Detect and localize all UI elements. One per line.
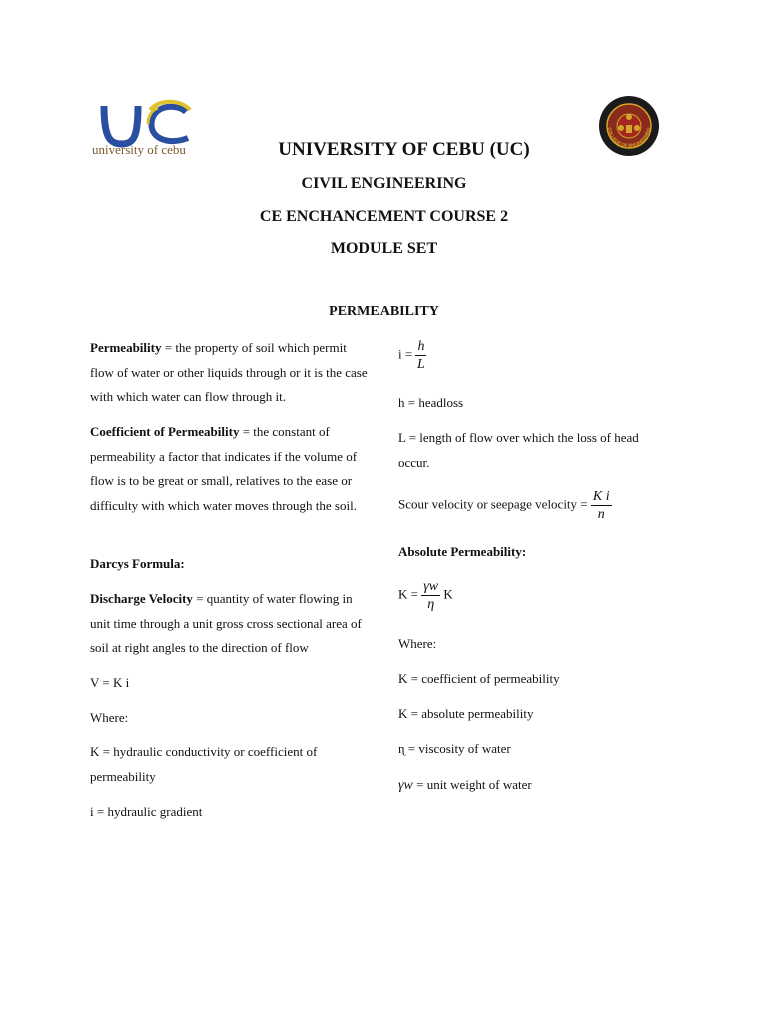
- permeability-paragraph: [90, 336, 372, 410]
- gamma-symbol: γw: [398, 778, 413, 793]
- l-definition: L = length of flow over which the loss of head occur.: [398, 430, 639, 470]
- darcy-heading: Darcys Formula:: [90, 556, 185, 571]
- scour-velocity-formula: [398, 488, 612, 523]
- darcy-formula: V = K i: [90, 675, 130, 690]
- scour-fraction: [591, 488, 612, 523]
- absolute-permeability-formula: [398, 578, 453, 613]
- coefficient-paragraph: [90, 420, 372, 518]
- scour-lhs: Scour velocity or seepage velocity =: [398, 496, 591, 512]
- gradient-fraction: [415, 338, 426, 373]
- gradient-denominator: L: [417, 357, 425, 372]
- module-title: MODULE SET: [330, 240, 438, 257]
- abs-rhs: K: [443, 586, 453, 602]
- absolute-permeability-heading: Absolute Permeability:: [398, 544, 527, 559]
- discharge-definition: = quantity of water flowing in unit time through a unit gross cross sectional area of soil at right angles to the direction of flow: [90, 591, 362, 655]
- scour-numerator: K i: [592, 489, 610, 504]
- seal-text: COLLEGE OF ENGINEERING: [607, 126, 652, 149]
- coefficient-term: Coefficient of Permeability: [90, 424, 240, 439]
- k-definition-left: K = hydraulic conductivity or coefficient of permeability: [90, 744, 318, 784]
- eta-definition: ɳ = viscosity of water: [398, 741, 511, 756]
- h-definition: h = headloss: [398, 395, 464, 410]
- permeability-term: Permeability: [90, 340, 162, 355]
- abs-lhs: K =: [398, 586, 422, 602]
- i-definition: i = hydraulic gradient: [90, 804, 203, 819]
- scour-denominator: n: [597, 507, 605, 522]
- gamma-definition: [398, 773, 532, 799]
- gamma-text: = unit weight of water: [412, 777, 532, 792]
- abs-denominator: η: [427, 597, 435, 612]
- permeability-definition: = the property of soil which permit flow of water or other liquids through or it is the case with which water can flow through it.: [90, 340, 368, 404]
- discharge-paragraph: [90, 587, 372, 661]
- uc-logo-text: university of cebu: [92, 142, 186, 157]
- abs-fraction: [421, 578, 440, 613]
- discharge-term: Discharge Velocity: [90, 591, 193, 606]
- gradient-formula: [398, 338, 426, 373]
- section-title: PERMEABILITY: [329, 304, 439, 319]
- where-label-left: Where:: [90, 710, 129, 725]
- coefficient-definition: = the constant of permeability a factor that indicates if the volume of flow is to be great or small, relatives to the ease or difficulty with which water moves through the soil.: [90, 424, 358, 513]
- course-title: CE ENCHANCEMENT COURSE 2: [259, 208, 509, 225]
- where-label-right: Where:: [398, 636, 437, 651]
- abs-numerator: γw: [423, 579, 439, 594]
- k-absolute-definition: K = absolute permeability: [398, 706, 534, 721]
- page-title: UNIVERSITY OF CEBU (UC): [278, 139, 530, 160]
- gradient-lhs: i =: [398, 346, 416, 362]
- k-coefficient-definition: K = coefficient of permeability: [398, 671, 560, 686]
- gradient-numerator: h: [417, 339, 425, 354]
- department-title: CIVIL ENGINEERING: [301, 175, 467, 192]
